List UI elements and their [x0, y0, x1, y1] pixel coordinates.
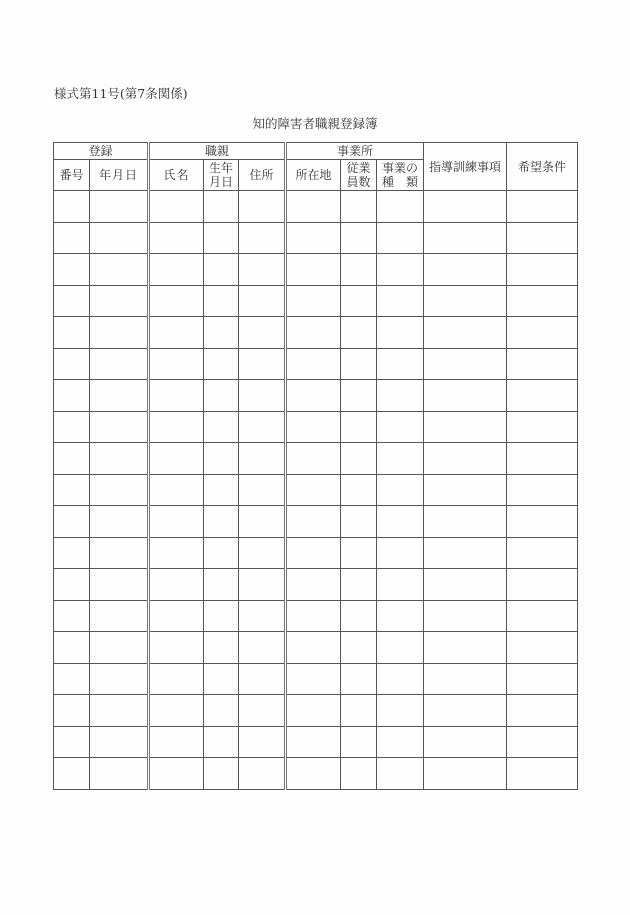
header-employee-count-line2: 員数 — [346, 175, 371, 189]
cell-birthdate[interactable] — [204, 222, 239, 254]
cell-address[interactable] — [239, 285, 286, 317]
cell-number[interactable] — [54, 569, 90, 601]
cell-name[interactable] — [149, 695, 204, 727]
cell-name[interactable] — [149, 285, 204, 317]
cell-location[interactable] — [286, 474, 341, 506]
cell-date[interactable] — [90, 506, 149, 538]
header-business-type-line1: 事業の — [382, 161, 419, 175]
cell-location[interactable] — [286, 600, 341, 632]
cell-address[interactable] — [239, 474, 286, 506]
cell-address[interactable] — [239, 663, 286, 695]
header-business: 事業所 — [286, 143, 424, 160]
header-registration: 登録 — [54, 143, 149, 160]
cell-location[interactable] — [286, 443, 341, 475]
cell-guidance-items[interactable] — [424, 380, 507, 412]
cell-birthdate[interactable] — [204, 285, 239, 317]
cell-guidance-items[interactable] — [424, 663, 507, 695]
cell-location[interactable] — [286, 632, 341, 664]
cell-employee-count[interactable] — [341, 758, 377, 790]
table-row — [54, 695, 578, 727]
cell-date[interactable] — [90, 317, 149, 349]
cell-name[interactable] — [149, 474, 204, 506]
cell-address[interactable] — [239, 600, 286, 632]
table-row — [54, 632, 578, 664]
cell-guidance-items[interactable] — [424, 191, 507, 223]
cell-guidance-items[interactable] — [424, 411, 507, 443]
cell-business-type[interactable] — [377, 380, 424, 412]
cell-date[interactable] — [90, 348, 149, 380]
cell-date[interactable] — [90, 695, 149, 727]
header-business-type — [377, 160, 424, 191]
cell-number[interactable] — [54, 254, 90, 286]
cell-birthdate[interactable] — [204, 632, 239, 664]
cell-business-type[interactable] — [377, 474, 424, 506]
cell-employee-count[interactable] — [341, 191, 377, 223]
cell-business-type[interactable] — [377, 632, 424, 664]
cell-employee-count[interactable] — [341, 411, 377, 443]
cell-desired-conditions[interactable] — [507, 317, 578, 349]
table-row — [54, 411, 578, 443]
cell-desired-conditions[interactable] — [507, 254, 578, 286]
cell-guidance-items[interactable] — [424, 537, 507, 569]
cell-guidance-items[interactable] — [424, 726, 507, 758]
cell-number[interactable] — [54, 758, 90, 790]
cell-employee-count[interactable] — [341, 474, 377, 506]
table-row — [54, 506, 578, 538]
cell-name[interactable] — [149, 348, 204, 380]
cell-guidance-items[interactable] — [424, 695, 507, 727]
cell-address[interactable] — [239, 569, 286, 601]
header-business-type-line2: 種 類 — [382, 175, 419, 189]
cell-location[interactable] — [286, 695, 341, 727]
cell-birthdate[interactable] — [204, 191, 239, 223]
cell-date[interactable] — [90, 632, 149, 664]
cell-desired-conditions[interactable] — [507, 569, 578, 601]
cell-employee-count[interactable] — [341, 317, 377, 349]
header-employee-count-line1: 従業 — [346, 161, 371, 175]
cell-date[interactable] — [90, 191, 149, 223]
cell-business-type[interactable] — [377, 317, 424, 349]
cell-location[interactable] — [286, 348, 341, 380]
cell-location[interactable] — [286, 254, 341, 286]
table-row — [54, 663, 578, 695]
cell-date[interactable] — [90, 537, 149, 569]
cell-employee-count[interactable] — [341, 222, 377, 254]
cell-business-type[interactable] — [377, 443, 424, 475]
cell-location[interactable] — [286, 222, 341, 254]
table-row — [54, 254, 578, 286]
cell-date[interactable] — [90, 254, 149, 286]
cell-name[interactable] — [149, 317, 204, 349]
cell-address[interactable] — [239, 191, 286, 223]
cell-guidance-items[interactable] — [424, 222, 507, 254]
table-row — [54, 758, 578, 790]
cell-date[interactable] — [90, 569, 149, 601]
table-row — [54, 443, 578, 475]
cell-birthdate[interactable] — [204, 537, 239, 569]
cell-date[interactable] — [90, 663, 149, 695]
cell-date[interactable] — [90, 380, 149, 412]
cell-business-type[interactable] — [377, 254, 424, 286]
table-row — [54, 726, 578, 758]
cell-number[interactable] — [54, 191, 90, 223]
cell-guidance-items[interactable] — [424, 317, 507, 349]
cell-business-type[interactable] — [377, 569, 424, 601]
cell-name[interactable] — [149, 569, 204, 601]
cell-birthdate[interactable] — [204, 317, 239, 349]
cell-desired-conditions[interactable] — [507, 191, 578, 223]
header-birthdate — [204, 160, 239, 191]
cell-guidance-items[interactable] — [424, 254, 507, 286]
cell-desired-conditions[interactable] — [507, 285, 578, 317]
document-title: 知的障害者職親登録簿 — [252, 116, 378, 131]
cell-date[interactable] — [90, 726, 149, 758]
header-address: 住所 — [239, 160, 286, 191]
cell-desired-conditions[interactable] — [507, 411, 578, 443]
cell-date[interactable] — [90, 411, 149, 443]
cell-name[interactable] — [149, 443, 204, 475]
cell-number[interactable] — [54, 695, 90, 727]
cell-birthdate[interactable] — [204, 348, 239, 380]
cell-birthdate[interactable] — [204, 443, 239, 475]
cell-name[interactable] — [149, 726, 204, 758]
cell-business-type[interactable] — [377, 663, 424, 695]
cell-name[interactable] — [149, 663, 204, 695]
cell-number[interactable] — [54, 317, 90, 349]
cell-date[interactable] — [90, 443, 149, 475]
cell-employee-count[interactable] — [341, 443, 377, 475]
cell-address[interactable] — [239, 348, 286, 380]
cell-birthdate[interactable] — [204, 726, 239, 758]
header-location: 所在地 — [286, 160, 341, 191]
cell-date[interactable] — [90, 600, 149, 632]
cell-name[interactable] — [149, 222, 204, 254]
cell-desired-conditions[interactable] — [507, 632, 578, 664]
cell-desired-conditions[interactable] — [507, 380, 578, 412]
cell-employee-count[interactable] — [341, 537, 377, 569]
cell-birthdate[interactable] — [204, 411, 239, 443]
header-employer: 職親 — [149, 143, 286, 160]
cell-address[interactable] — [239, 317, 286, 349]
cell-birthdate[interactable] — [204, 569, 239, 601]
cell-desired-conditions[interactable] — [507, 443, 578, 475]
header-date: 年月日 — [90, 160, 149, 191]
cell-desired-conditions[interactable] — [507, 348, 578, 380]
cell-date[interactable] — [90, 285, 149, 317]
cell-business-type[interactable] — [377, 726, 424, 758]
cell-employee-count[interactable] — [341, 285, 377, 317]
cell-location[interactable] — [286, 380, 341, 412]
cell-name[interactable] — [149, 254, 204, 286]
table-row — [54, 348, 578, 380]
cell-employee-count[interactable] — [341, 695, 377, 727]
header-employee-count — [341, 160, 377, 191]
cell-address[interactable] — [239, 758, 286, 790]
cell-number[interactable] — [54, 663, 90, 695]
cell-date[interactable] — [90, 758, 149, 790]
cell-guidance-items[interactable] — [424, 506, 507, 538]
cell-location[interactable] — [286, 758, 341, 790]
cell-guidance-items[interactable] — [424, 348, 507, 380]
cell-date[interactable] — [90, 474, 149, 506]
cell-birthdate[interactable] — [204, 254, 239, 286]
cell-employee-count[interactable] — [341, 254, 377, 286]
cell-business-type[interactable] — [377, 758, 424, 790]
header-number: 番号 — [54, 160, 90, 191]
cell-birthdate[interactable] — [204, 474, 239, 506]
cell-address[interactable] — [239, 254, 286, 286]
table-row — [54, 285, 578, 317]
cell-number[interactable] — [54, 726, 90, 758]
cell-number[interactable] — [54, 474, 90, 506]
header-desired-conditions: 希望条件 — [507, 143, 578, 191]
cell-guidance-items[interactable] — [424, 600, 507, 632]
cell-desired-conditions[interactable] — [507, 663, 578, 695]
form-number-label: 様式第11号(第7条関係) — [54, 86, 188, 101]
employer-register-table — [53, 142, 578, 790]
cell-date[interactable] — [90, 222, 149, 254]
cell-business-type[interactable] — [377, 600, 424, 632]
cell-address[interactable] — [239, 537, 286, 569]
header-guidance-items: 指導訓練事項 — [424, 143, 507, 191]
table-row — [54, 222, 578, 254]
cell-number[interactable] — [54, 632, 90, 664]
cell-number[interactable] — [54, 285, 90, 317]
cell-name[interactable] — [149, 758, 204, 790]
cell-business-type[interactable] — [377, 506, 424, 538]
cell-number[interactable] — [54, 537, 90, 569]
cell-address[interactable] — [239, 411, 286, 443]
cell-number[interactable] — [54, 348, 90, 380]
table-row — [54, 317, 578, 349]
table-row — [54, 569, 578, 601]
table-row — [54, 600, 578, 632]
cell-name[interactable] — [149, 537, 204, 569]
header-birthdate-line1: 生年 — [209, 161, 234, 175]
cell-employee-count[interactable] — [341, 380, 377, 412]
cell-birthdate[interactable] — [204, 600, 239, 632]
cell-desired-conditions[interactable] — [507, 600, 578, 632]
cell-desired-conditions[interactable] — [507, 758, 578, 790]
cell-employee-count[interactable] — [341, 632, 377, 664]
cell-location[interactable] — [286, 411, 341, 443]
cell-address[interactable] — [239, 506, 286, 538]
cell-employee-count[interactable] — [341, 569, 377, 601]
cell-name[interactable] — [149, 600, 204, 632]
cell-employee-count[interactable] — [341, 663, 377, 695]
table-row — [54, 537, 578, 569]
register-body — [54, 191, 578, 790]
cell-birthdate[interactable] — [204, 506, 239, 538]
cell-desired-conditions[interactable] — [507, 474, 578, 506]
cell-employee-count[interactable] — [341, 726, 377, 758]
cell-birthdate[interactable] — [204, 758, 239, 790]
cell-desired-conditions[interactable] — [507, 537, 578, 569]
cell-name[interactable] — [149, 411, 204, 443]
cell-address[interactable] — [239, 726, 286, 758]
cell-business-type[interactable] — [377, 285, 424, 317]
cell-location[interactable] — [286, 663, 341, 695]
cell-business-type[interactable] — [377, 191, 424, 223]
cell-number[interactable] — [54, 380, 90, 412]
cell-employee-count[interactable] — [341, 600, 377, 632]
cell-location[interactable] — [286, 317, 341, 349]
cell-address[interactable] — [239, 632, 286, 664]
cell-guidance-items[interactable] — [424, 285, 507, 317]
cell-business-type[interactable] — [377, 411, 424, 443]
cell-business-type[interactable] — [377, 695, 424, 727]
header-row-groups — [54, 143, 578, 160]
cell-address[interactable] — [239, 443, 286, 475]
cell-birthdate[interactable] — [204, 663, 239, 695]
cell-location[interactable] — [286, 285, 341, 317]
header-birthdate-line2: 月日 — [209, 175, 234, 189]
table-row — [54, 474, 578, 506]
cell-birthdate[interactable] — [204, 695, 239, 727]
cell-guidance-items[interactable] — [424, 443, 507, 475]
cell-desired-conditions[interactable] — [507, 726, 578, 758]
cell-number[interactable] — [54, 600, 90, 632]
cell-address[interactable] — [239, 695, 286, 727]
cell-name[interactable] — [149, 380, 204, 412]
cell-address[interactable] — [239, 222, 286, 254]
cell-guidance-items[interactable] — [424, 474, 507, 506]
cell-guidance-items[interactable] — [424, 758, 507, 790]
cell-number[interactable] — [54, 222, 90, 254]
cell-guidance-items[interactable] — [424, 569, 507, 601]
cell-location[interactable] — [286, 537, 341, 569]
cell-name[interactable] — [149, 506, 204, 538]
cell-birthdate[interactable] — [204, 380, 239, 412]
cell-business-type[interactable] — [377, 222, 424, 254]
table-row — [54, 380, 578, 412]
cell-guidance-items[interactable] — [424, 632, 507, 664]
cell-location[interactable] — [286, 569, 341, 601]
cell-number[interactable] — [54, 411, 90, 443]
header-name: 氏名 — [149, 160, 204, 191]
cell-location[interactable] — [286, 506, 341, 538]
cell-name[interactable] — [149, 191, 204, 223]
cell-desired-conditions[interactable] — [507, 506, 578, 538]
cell-number[interactable] — [54, 506, 90, 538]
cell-location[interactable] — [286, 191, 341, 223]
cell-location[interactable] — [286, 726, 341, 758]
cell-business-type[interactable] — [377, 348, 424, 380]
cell-address[interactable] — [239, 380, 286, 412]
cell-desired-conditions[interactable] — [507, 222, 578, 254]
cell-number[interactable] — [54, 443, 90, 475]
cell-employee-count[interactable] — [341, 506, 377, 538]
table-row — [54, 191, 578, 223]
cell-desired-conditions[interactable] — [507, 695, 578, 727]
cell-business-type[interactable] — [377, 537, 424, 569]
cell-name[interactable] — [149, 632, 204, 664]
cell-employee-count[interactable] — [341, 348, 377, 380]
